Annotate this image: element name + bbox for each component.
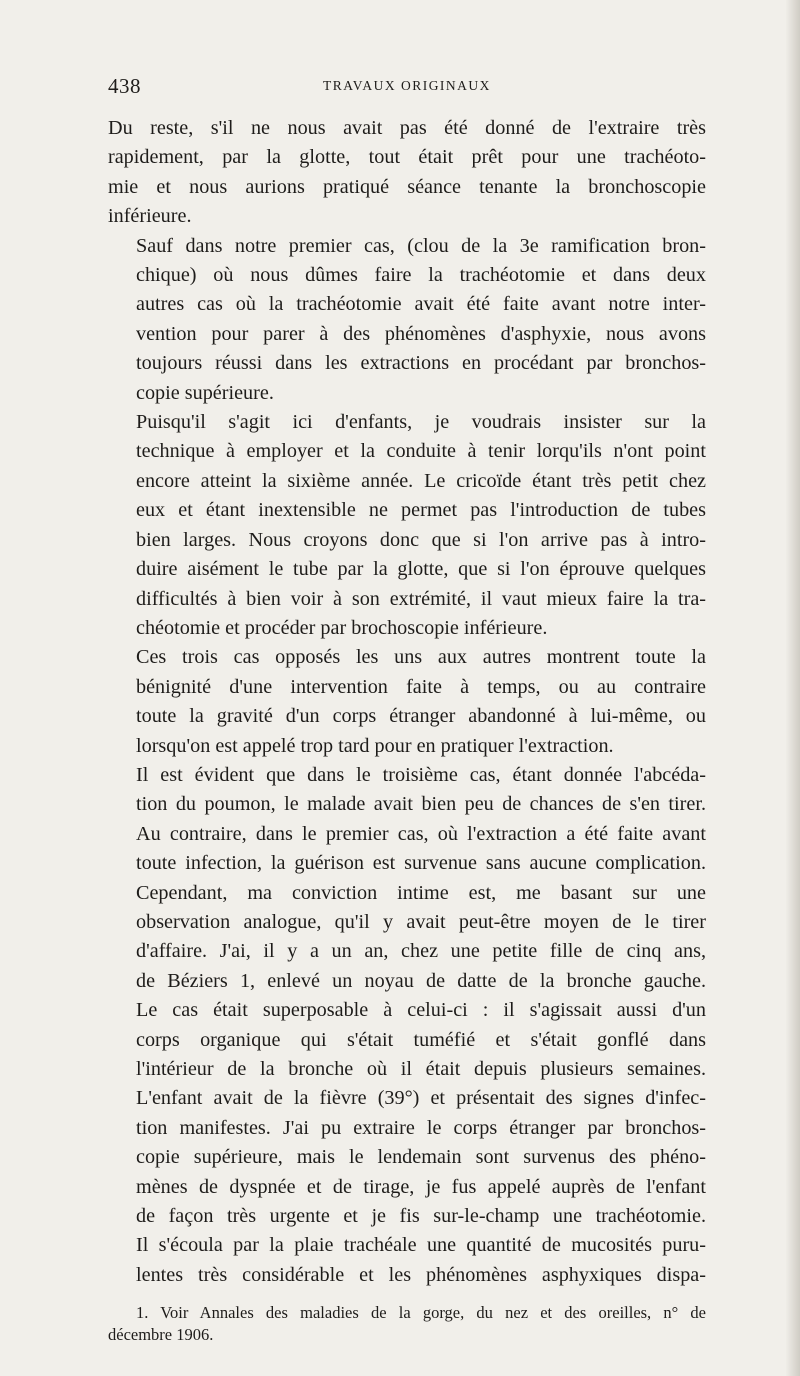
text-line: inférieure. (108, 205, 192, 228)
text-line: vention pour parer à des phénomènes d'asphyxie, nous avons (136, 322, 706, 345)
text-line: mènes de dyspnée et de tirage, je fus appelé auprès de l'enfant (136, 1175, 706, 1198)
text-line: bénignité d'une intervention faite à temps, ou au contraire (136, 675, 706, 698)
text-line: bien larges. Nous croyons donc que si l'on arrive pas à intro- (136, 528, 706, 551)
paragraph-2 (108, 232, 706, 408)
text-line: lorsqu'on est appelé trop tard pour en pratiquer l'extraction. (136, 734, 614, 757)
page-header (108, 74, 706, 104)
text-line: mie et nous aurions pratiqué séance tenante la bronchoscopie (108, 175, 706, 198)
text-line: corps organique qui s'était tuméfié et s'était gonflé dans (136, 1028, 706, 1051)
text-line: difficultés à bien voir à son extrémité, il vaut mieux faire la tra- (136, 587, 706, 610)
text-line: toute infection, la guérison est survenue sans aucune complication. (136, 852, 706, 875)
text-line: Sauf dans notre premier cas, (clou de la 3e ramification bron- (136, 234, 706, 257)
text-line: de Béziers 1, enlevé un noyau de datte de la bronche gauche. (136, 969, 706, 992)
text-line: tion du poumon, le malade avait bien peu de chances de s'en tirer. (136, 793, 706, 816)
text-line: toute la gravité d'un corps étranger abandonné à lui-même, ou (136, 705, 706, 728)
text-line: duire aisément le tube par la glotte, que si l'on éprouve quelques (136, 558, 706, 581)
running-head: TRAVAUX ORIGINAUX (323, 78, 491, 93)
text-line: encore atteint la sixième année. Le cricoïde étant très petit chez (136, 469, 706, 492)
paragraph-6 (108, 879, 706, 1291)
text-line: Il s'écoula par la plaie trachéale une quantité de mucosités puru- (136, 1234, 706, 1257)
body-text (108, 114, 706, 1290)
footnote (108, 1302, 706, 1346)
text-line: de façon très urgente et je fis sur-le-champ une trachéotomie. (136, 1205, 706, 1228)
text-line: tion manifestes. J'ai pu extraire le corps étranger par bronchos- (136, 1116, 706, 1139)
paragraph-4 (108, 643, 706, 761)
paragraph-3 (108, 408, 706, 643)
paragraph-5 (108, 761, 706, 879)
text-line: Cependant, ma conviction intime est, me basant sur une (136, 881, 706, 904)
text-line: technique à employer et la conduite à tenir lorqu'ils n'ont point (136, 440, 706, 463)
page-edge-shadow (786, 0, 800, 1376)
text-line: rapidement, par la glotte, tout était prêt pour une trachéoto- (108, 146, 706, 169)
text-line: Puisqu'il s'agit ici d'enfants, je voudrais insister sur la (136, 411, 706, 434)
text-line: Au contraire, dans le premier cas, où l'extraction a été faite avant (136, 822, 706, 845)
text-line: copie supérieure, mais le lendemain sont survenus des phéno- (136, 1146, 706, 1169)
text-line: copie supérieure. (136, 381, 274, 404)
footnote-line: 1. Voir Annales des maladies de la gorge, du nez et des oreilles, n° de (136, 1303, 706, 1322)
text-line: Du reste, s'il ne nous avait pas été donné de l'extraire très (108, 117, 706, 139)
text-line: eux et étant inextensible ne permet pas l'introduction de tubes (136, 499, 706, 522)
text-line: Le cas était superposable à celui-ci : il s'agissait aussi d'un (136, 999, 706, 1022)
text-line: toujours réussi dans les extractions en procédant par bronchos- (136, 352, 706, 375)
text-line: Il est évident que dans le troisième cas, étant donnée l'abcéda- (136, 763, 706, 786)
text-line: Ces trois cas opposés les uns aux autres montrent toute la (136, 646, 706, 669)
text-line: d'affaire. J'ai, il y a un an, chez une petite fille de cinq ans, (136, 940, 706, 963)
text-line: L'enfant avait de la fièvre (39°) et présentait des signes d'infec- (136, 1087, 706, 1110)
text-line: chique) où nous dûmes faire la trachéotomie et dans deux (136, 264, 706, 287)
text-line: lentes très considérable et les phénomènes asphyxiques dispa- (136, 1263, 706, 1286)
footnote-line: décembre 1906. (108, 1325, 214, 1344)
text-line: observation analogue, qu'il y avait peut-être moyen de le tirer (136, 910, 706, 933)
text-line: l'intérieur de la bronche où il était depuis plusieurs semaines. (136, 1058, 706, 1080)
text-line: autres cas où la trachéotomie avait été faite avant notre inter- (136, 293, 706, 316)
paragraph-1 (108, 114, 706, 232)
page-number: 438 (108, 74, 141, 98)
text-line: chéotomie et procéder par brochoscopie inférieure. (136, 616, 548, 639)
